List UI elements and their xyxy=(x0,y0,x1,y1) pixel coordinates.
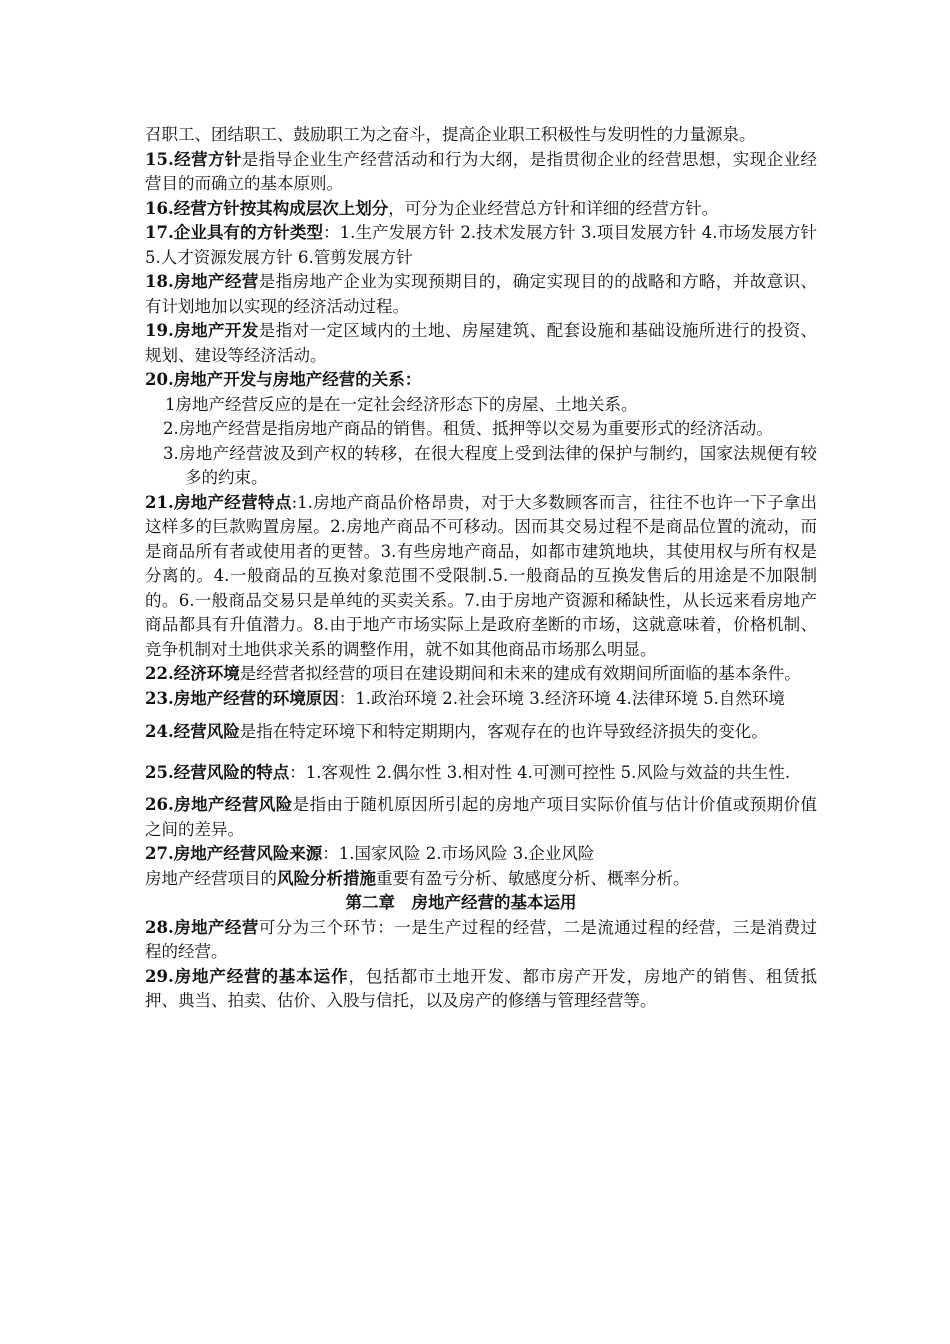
definition: 是指在特定环境下和特定期期内，客观存在的也许导致经济损失的变化。 xyxy=(239,722,768,741)
definition: ：1.生产发展方针 2.技术发展方针 3.项目发展方针 4.市场发展方针 5.人才资源发展方针 6.管剪发展方针 xyxy=(145,223,817,267)
definition: ，包括都市土地开发、都市房产开发，房地产的销售、租赁抵押、典当、拍卖、估价、入股与信托，以及房产的修缮与管理经营等。 xyxy=(145,966,817,1010)
item-20-point-2: 2.房地产经营是指房地产商品的销售。租赁、抵押等以交易为重要形式的经济活动。 xyxy=(163,419,773,438)
definition: ：1.客观性 2.偶尔性 3.相对性 4.可测可控性 5.风险与效益的共生性. xyxy=(289,763,791,782)
risk-analysis-line xyxy=(145,867,817,892)
item-26 xyxy=(145,793,817,842)
definition: 是经营者拟经营的项目在建设期间和未来的建成有效期间所面临的基本条件。 xyxy=(239,664,801,683)
term: 28.房地产经营 xyxy=(145,917,259,937)
term: 26.房地产经营风险 xyxy=(145,795,293,814)
item-16 xyxy=(145,197,817,222)
item-27 xyxy=(145,842,817,867)
term: 17.企业具有的方针类型 xyxy=(145,223,324,242)
term: 22.经济环境 xyxy=(145,664,240,683)
chapter-heading: 第二章 房地产经营的基本运用 xyxy=(345,893,577,912)
item-20 xyxy=(145,368,817,393)
item-19 xyxy=(145,319,817,368)
term: 21.房地产经营特点 xyxy=(145,492,292,512)
item-21 xyxy=(145,491,817,663)
term: 23.房地产经营的环境原因 xyxy=(145,688,339,708)
item-20-point-3: 3.房地产经营波及到产权的转移，在很大程度上受到法律的保护与制约，国家法规便有较多的约束。 xyxy=(163,443,817,487)
definition: ：1.政治环境 2.社会环境 3.经济环境 4.法律环境 5.自然环境 xyxy=(338,688,785,708)
text: 房地产经营项目的 xyxy=(145,868,277,888)
paragraph-text: 召职工、团结职工、鼓励职工为之奋斗，提高企业职工积极性与发明性的力量源泉。 xyxy=(145,125,756,144)
term: 25.经营风险的特点 xyxy=(145,763,290,782)
item-25 xyxy=(145,752,817,793)
definition: 是指房地产企业为实现预期目的，确定实现目的的战略和方略，并故意识、有计划地加以实现的经济活动过程。 xyxy=(145,272,817,316)
document-page xyxy=(145,123,817,1014)
term: 18.房地产经营 xyxy=(145,272,259,291)
term: 27.房地产经营风险来源 xyxy=(145,844,323,863)
item-17 xyxy=(145,221,817,270)
item-22 xyxy=(145,662,817,687)
definition: ，可分为企业经营总方针和详细的经营方针。 xyxy=(388,198,719,218)
paragraph-continuation xyxy=(145,123,817,148)
term: 20.房地产开发与房地产经营的关系： xyxy=(145,370,422,389)
definition: 是指导企业生产经营活动和行为大纲，是指贯彻企业的经营思想，实现企业经营目的而确立的基本原则。 xyxy=(145,149,817,193)
term: 19.房地产开发 xyxy=(145,321,259,340)
term: 24.经营风险 xyxy=(145,722,240,741)
item-18 xyxy=(145,270,817,319)
term: 15.经营方针 xyxy=(145,149,242,169)
item-29 xyxy=(145,965,817,1014)
item-23 xyxy=(145,687,817,712)
term: 风险分析措施 xyxy=(277,868,376,888)
term: 16.经营方针按其构成层次上划分 xyxy=(145,198,389,218)
definition: ：1.国家风险 2.市场风险 3.企业风险 xyxy=(322,844,595,863)
text: 重要有盈亏分析、敏感度分析、概率分析。 xyxy=(376,868,690,888)
item-28 xyxy=(145,916,817,965)
definition: 是指由于随机原因所引起的房地产项目实际价值与估计价值或预期价值之间的差异。 xyxy=(145,795,817,839)
item-20-point-1: 1房地产经营反应的是在一定社会经济形态下的房屋、土地关系。 xyxy=(165,394,638,414)
term: 29.房地产经营的基本运作 xyxy=(145,966,349,986)
definition: 可分为三个环节：一是生产过程的经营，二是流通过程的经营，三是消费过程的经营。 xyxy=(145,917,817,961)
item-15 xyxy=(145,148,817,197)
item-24 xyxy=(145,711,817,752)
definition: 是指对一定区域内的土地、房屋建筑、配套设施和基础设施所进行的投资、规划、建设等经济活动。 xyxy=(145,321,817,365)
definition: :1.房地产商品价格昂贵，对于大多数顾客而言，往往不也许一下子拿出这样多的巨款购置房屋。2.房地产商品不可移动。因而其交易过程不是商品位置的流动，而是商品所有者或使用者的更替。3.有些房地产商品，如都市建筑地块，其使用权与所有权是分离的。4.一般商品的互换对象范围不受限制.5.一般商品的互换发售后的用途是不加限制的。6.一般商品交易只是单纯的买卖关系。7.由于房地产资源和稀缺性，从长远来看房地产商品都具有升值潜力。8.由于地产市场实际上是政府垄断的市场，这就意味着，价格机制、竞争机制对土地供求关系的调整作用，就不如其他商品市场那么明显。 xyxy=(145,492,817,659)
